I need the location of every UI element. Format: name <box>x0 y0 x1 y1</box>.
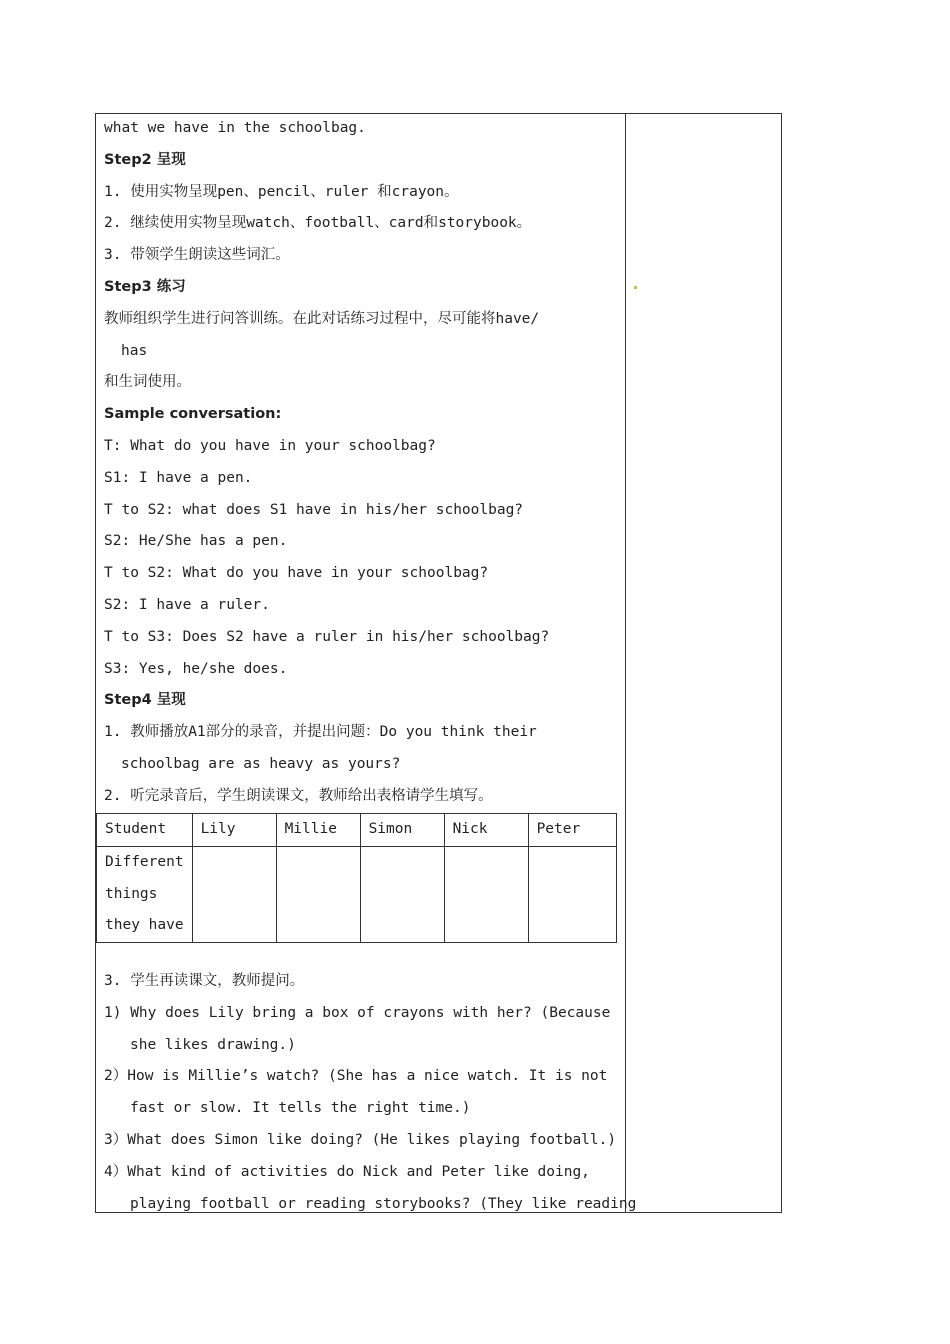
dialogue-line: T to S3: Does S2 have a ruler in his/her schoolbag? <box>104 628 550 645</box>
table-header-cell: Lily <box>192 814 276 847</box>
dialogue-line: T to S2: what does S1 have in his/her schoolbag? <box>104 501 524 518</box>
question-line: 4）What kind of activities do Nick and Peter like doing, <box>104 1163 590 1180</box>
text-line: 和生词使用。 <box>104 374 191 391</box>
question-line: 2）How is Millie’s watch? (She has a nice watch. It is not <box>104 1068 608 1085</box>
dialogue-line: S2: I have a ruler. <box>104 596 270 613</box>
table-header-cell: Nick <box>444 814 528 847</box>
student-table <box>96 813 617 943</box>
column-divider <box>625 113 626 1213</box>
text-line: has <box>121 342 148 359</box>
question-line: 3）What does Simon like doing? (He likes playing football.) <box>104 1131 617 1148</box>
text-line: 2. 继续使用实物呈现watch、football、card和storybook。 <box>104 215 532 232</box>
table-row <box>97 846 617 942</box>
main-column <box>104 113 619 813</box>
row-label-line: Different <box>105 853 184 870</box>
text-line: 3. 带领学生朗读这些词汇。 <box>104 247 290 264</box>
row-label-cell <box>97 846 193 942</box>
table-header-cell: Student <box>97 814 193 847</box>
empty-cell <box>276 846 360 942</box>
answer-line: fast or slow. It tells the right time.) <box>130 1100 471 1117</box>
dialogue-line: T to S2: What do you have in your schoolbag? <box>104 565 489 582</box>
sample-conversation-heading: Sample conversation: <box>104 406 282 423</box>
text-line: 2. 听完录音后，学生朗读课文，教师给出表格请学生填写。 <box>104 787 493 804</box>
step2-heading: Step2 呈现 <box>104 151 186 168</box>
questions-section <box>104 966 637 1220</box>
step3-heading: Step3 练习 <box>104 278 186 295</box>
text-line: 教师组织学生进行问答训练。在此对话练习过程中，尽可能将have/ <box>104 310 540 327</box>
empty-cell <box>444 846 528 942</box>
empty-cell <box>192 846 276 942</box>
dialogue-line: T: What do you have in your schoolbag? <box>104 437 436 454</box>
dialogue-line: S2: He/She has a pen. <box>104 533 288 550</box>
text-line: what we have in the schoolbag. <box>104 120 366 136</box>
empty-cell <box>360 846 444 942</box>
text-line: schoolbag are as heavy as yours? <box>121 755 401 772</box>
dialogue-line: S1: I have a pen. <box>104 469 253 486</box>
table-header-cell: Peter <box>528 814 616 847</box>
question-line: 1) Why does Lily bring a box of crayons with her? (Because <box>104 1004 611 1021</box>
table-header-cell: Simon <box>360 814 444 847</box>
answer-line: she likes drawing.) <box>130 1036 296 1053</box>
text-line: 3. 学生再读课文，教师提问。 <box>104 973 305 989</box>
table-header-row <box>97 814 617 847</box>
dialogue-line: S3: Yes, he/she does. <box>104 660 288 677</box>
text-line: 1. 教师播放A1部分的录音，并提出问题：Do you think their <box>104 724 537 741</box>
row-label-line: they have <box>105 917 184 934</box>
text-line: 1. 使用实物呈现pen、pencil、ruler 和crayon。 <box>104 183 459 200</box>
empty-cell <box>528 846 616 942</box>
table-header-cell: Millie <box>276 814 360 847</box>
answer-line: playing football or reading storybooks? (They like reading <box>130 1195 637 1212</box>
speck-mark <box>634 286 637 289</box>
row-label-line: things <box>105 885 158 902</box>
step4-heading: Step4 呈现 <box>104 692 186 709</box>
